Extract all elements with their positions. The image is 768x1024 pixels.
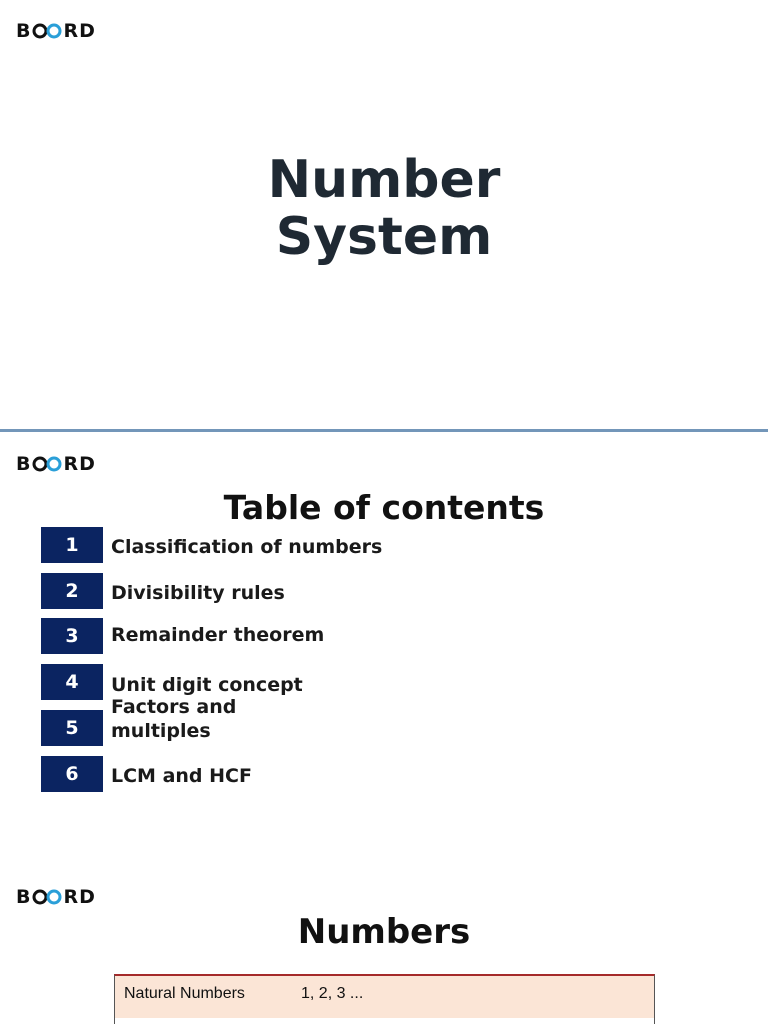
toc-number-badge: 3 — [41, 618, 103, 654]
toc-number-badge: 6 — [41, 756, 103, 792]
board-logo — [16, 20, 96, 42]
toc-item-label: Divisibility rules — [111, 582, 285, 604]
toc-number-badge: 5 — [41, 710, 103, 746]
toc-item-label: Factors and multiples — [111, 696, 237, 742]
title-slide — [0, 0, 768, 430]
toc-number-badge: 1 — [41, 527, 103, 563]
toc-item-label: LCM and HCF — [111, 765, 252, 787]
board-logo — [16, 453, 96, 475]
logo-infinity-icon — [32, 456, 62, 472]
logo-text-right: RD — [63, 453, 96, 475]
logo-infinity-icon — [32, 889, 62, 905]
slide-title-line1: Number — [267, 150, 501, 210]
logo-infinity-icon — [32, 23, 62, 39]
toc-number-badge: 4 — [41, 664, 103, 700]
board-logo — [16, 886, 96, 908]
logo-text-right: RD — [63, 886, 96, 908]
toc-heading: Table of contents — [223, 488, 545, 527]
slide-title-line2: System — [275, 207, 493, 267]
logo-text-left: B — [16, 453, 32, 475]
table-cell-name: Natural Numbers — [124, 985, 245, 1002]
table-row — [115, 976, 654, 1018]
slide-divider — [0, 429, 768, 432]
slide-title — [0, 152, 768, 266]
numbers-heading: Numbers — [297, 912, 471, 952]
toc-item-label: Classification of numbers — [111, 536, 383, 558]
logo-text-right: RD — [63, 20, 96, 42]
numbers-table — [114, 974, 655, 1024]
table-cell-values: 1, 2, 3 ... — [301, 985, 364, 1002]
toc-item-label: Unit digit concept — [111, 674, 303, 696]
toc-item-label: Remainder theorem — [111, 624, 325, 646]
logo-text-left: B — [16, 20, 32, 42]
toc-number-badge: 2 — [41, 573, 103, 609]
logo-text-left: B — [16, 886, 32, 908]
